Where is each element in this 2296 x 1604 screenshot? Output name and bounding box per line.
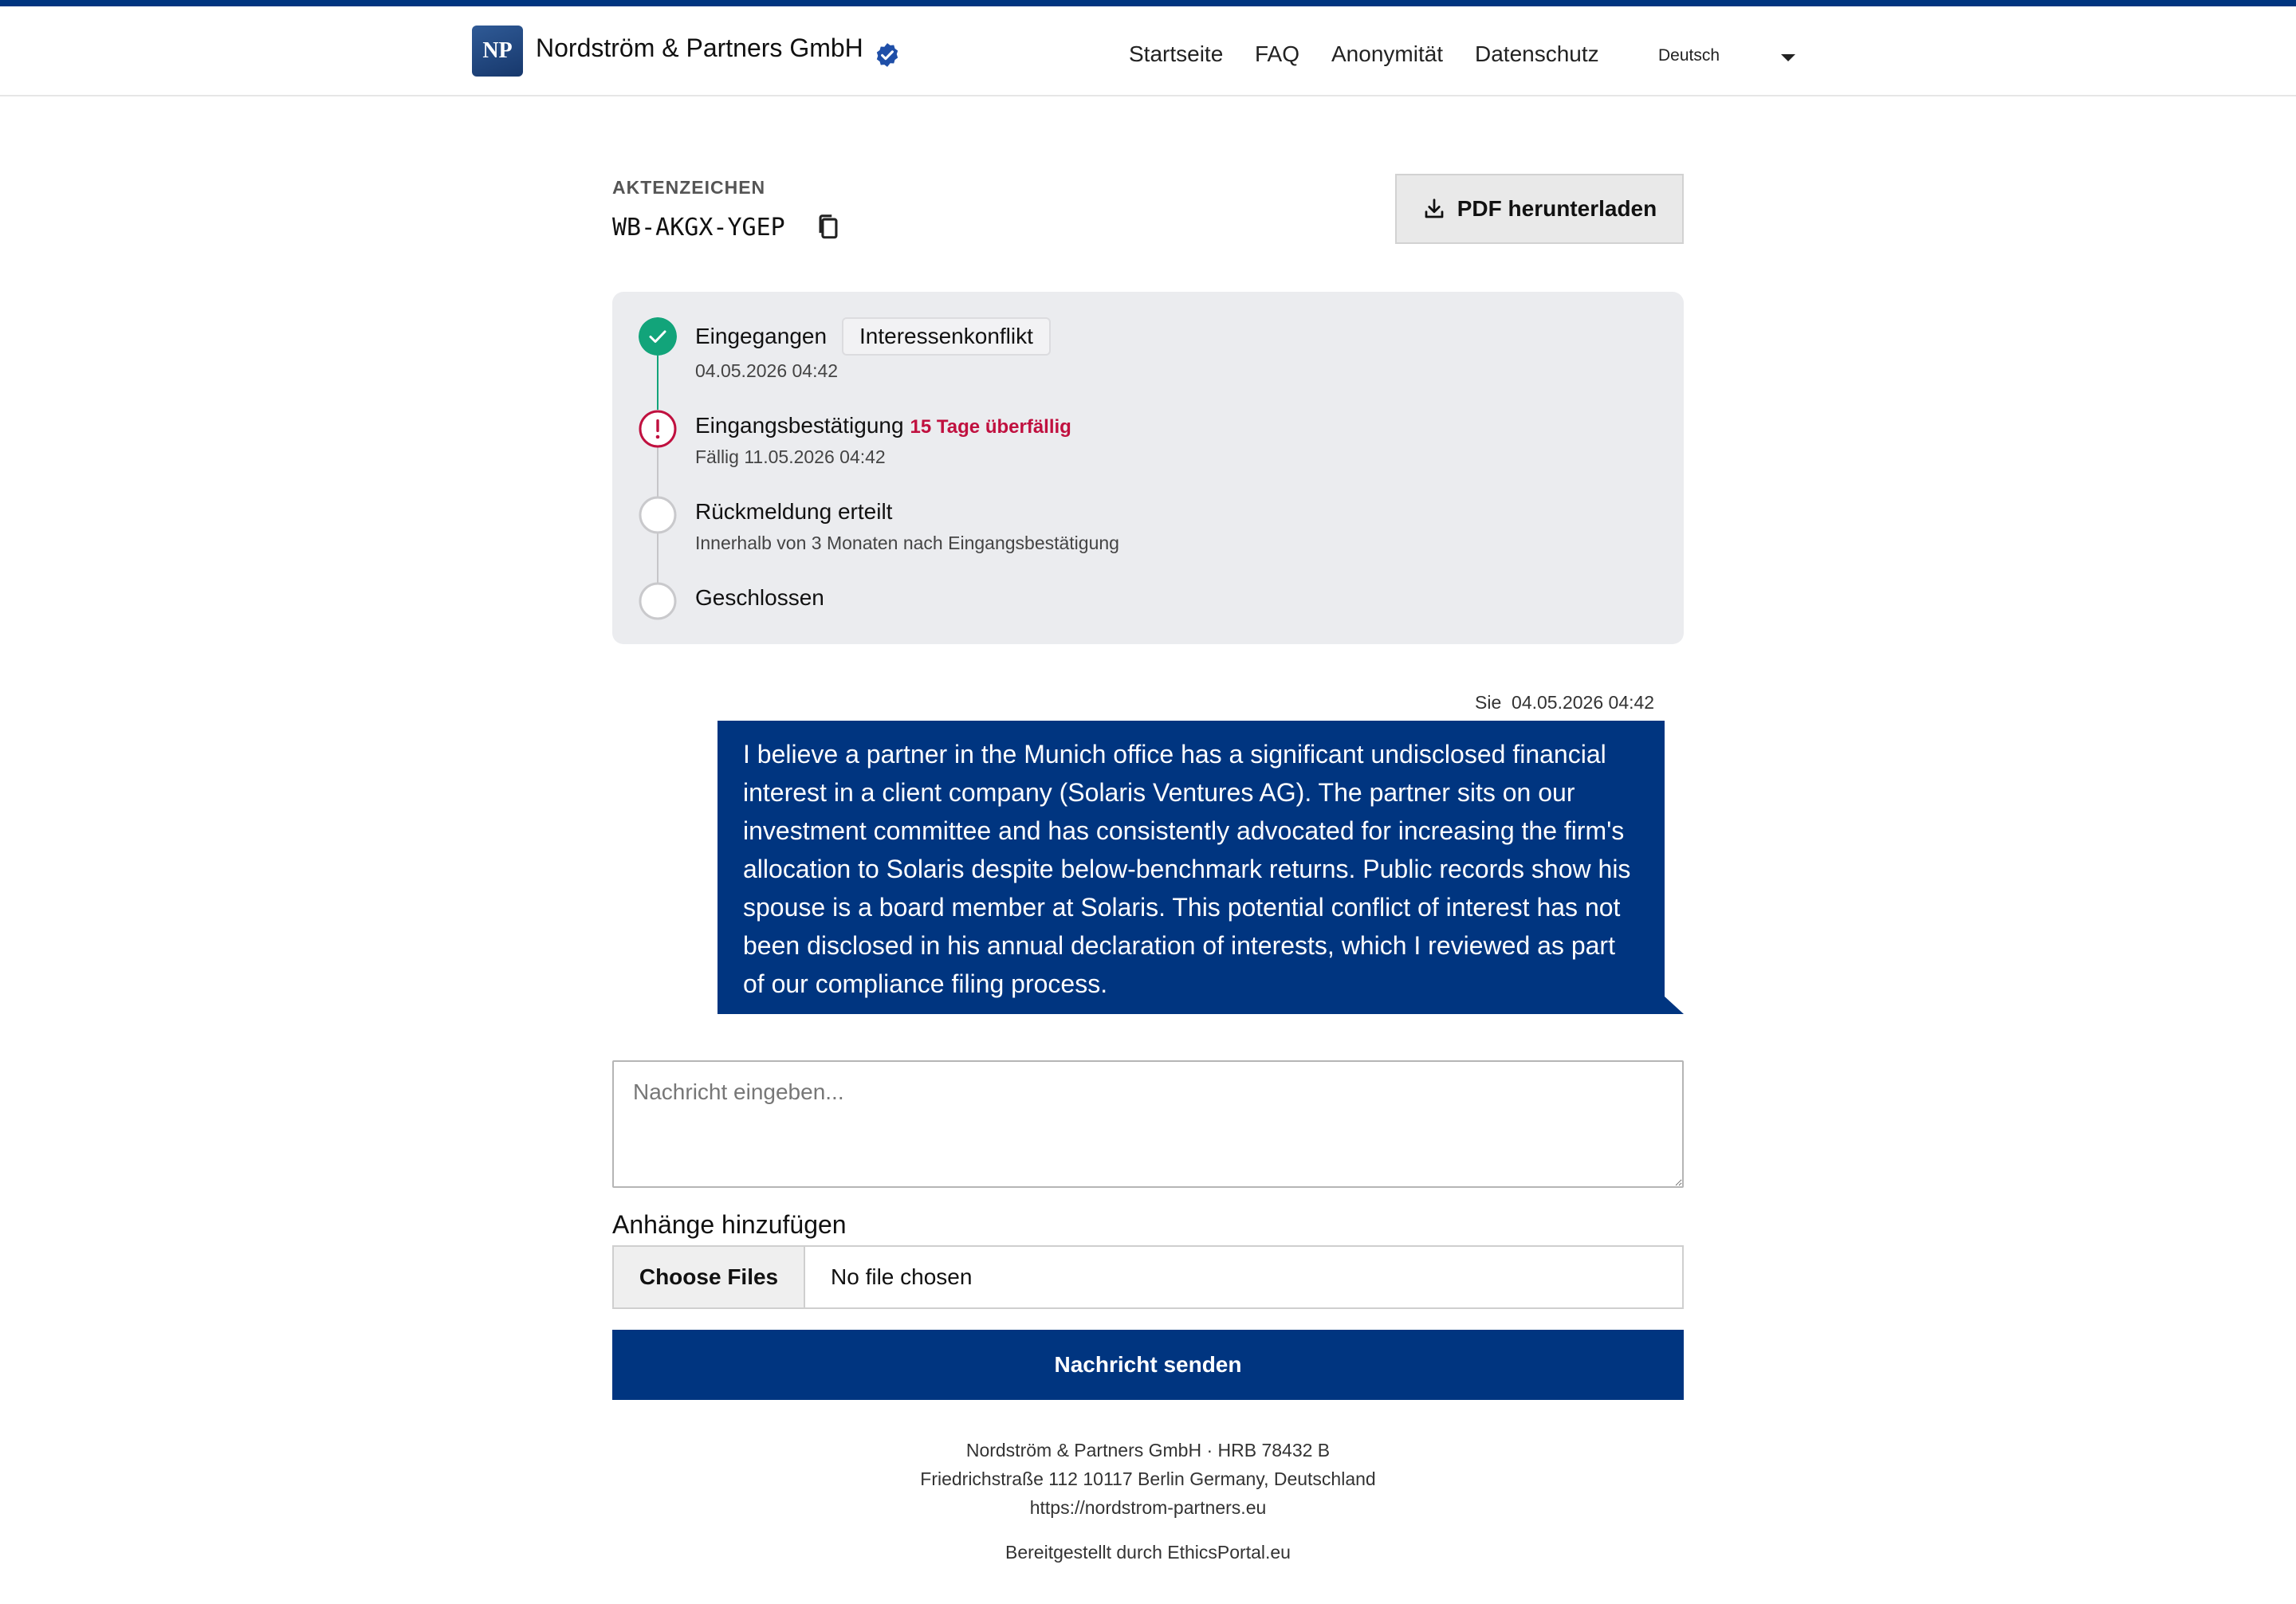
company-name: Nordström & Partners GmbH [536,33,863,62]
timeline-step-title: Rückmeldung erteilt [695,499,893,524]
timeline-step-note: Innerhalb von 3 Monaten nach Eingangsbestätigung [695,533,1119,553]
empty-circle-icon [639,582,677,620]
timeline-step-date: 04.05.2026 04:42 [695,360,839,381]
timeline-step-due: Fällig 11.05.2026 04:42 [695,446,886,467]
site-header [0,6,2296,96]
chevron-down-icon[interactable] [1781,54,1795,61]
reference-number: WB-AKGX-YGEP [612,214,785,242]
timeline-step-title: Eingegangen [695,324,828,348]
empty-circle-icon [639,496,677,534]
message-input[interactable] [612,1060,1684,1188]
nav-startseite[interactable]: Startseite [1129,41,1224,66]
footer-address: Friedrichstraße 112 10117 Berlin Germany, Deutschland [920,1468,1376,1489]
footer-company: Nordström & Partners GmbH · HRB 78432 B [965,1440,1331,1461]
category-tag: Interessenkonflikt [842,317,1051,356]
message-sender: Sie [1475,692,1502,713]
verified-badge-icon [874,41,901,69]
message-bubble-tail [1665,997,1684,1014]
message-bubble: I believe a partner in the Munich office has a significant undisclosed financial interest in a client company (Solaris Ventures AG). The partner sits on our investment committee and has consistently advocated for increasing the firm's allocation to Solaris despite below-benchmark returns. Public records show his spouse is a board member at Solaris. This potential conflict of interest has not been disclosed in his annual declaration of interests, which I reviewed as part of our compliance filing process. [718,721,1665,1014]
download-pdf-button[interactable] [1395,174,1684,244]
nav-faq[interactable]: FAQ [1255,41,1300,66]
check-circle-icon [639,317,677,356]
file-status: No file chosen [831,1264,973,1289]
nav-datenschutz[interactable]: Datenschutz [1475,41,1599,66]
timeline-connector [657,356,659,410]
timeline-step-title [695,413,1071,438]
reference-label: AKTENZEICHEN [612,177,766,198]
download-pdf-label: PDF herunterladen [1457,196,1657,221]
nav-anonymitaet[interactable]: Anonymität [1331,41,1444,66]
message-meta [1475,692,1654,714]
file-input[interactable] [612,1245,1684,1309]
send-message-button[interactable]: Nachricht senden [612,1330,1684,1400]
timeline-connector [657,533,659,584]
footer-powered-by[interactable]: Bereitgestellt durch EthicsPortal.eu [1005,1542,1291,1563]
timeline-step-title: Geschlossen [695,585,824,610]
footer-website-link[interactable]: https://nordstrom-partners.eu [1029,1497,1267,1518]
attachments-label: Anhänge hinzufügen [612,1210,847,1239]
top-accent-bar [0,0,2296,6]
message-timestamp: 04.05.2026 04:42 [1512,692,1655,713]
alert-circle-icon [639,410,677,448]
timeline-step-title-text: Eingangsbestätigung [695,413,904,438]
copy-icon[interactable] [816,214,840,241]
download-icon [1422,197,1446,221]
timeline-connector [657,446,659,497]
company-logo[interactable]: NP [472,26,523,77]
overdue-badge: 15 Tage überfällig [910,416,1071,438]
choose-files-button[interactable]: Choose Files [614,1247,805,1307]
language-select[interactable]: Deutsch [1658,46,1720,65]
